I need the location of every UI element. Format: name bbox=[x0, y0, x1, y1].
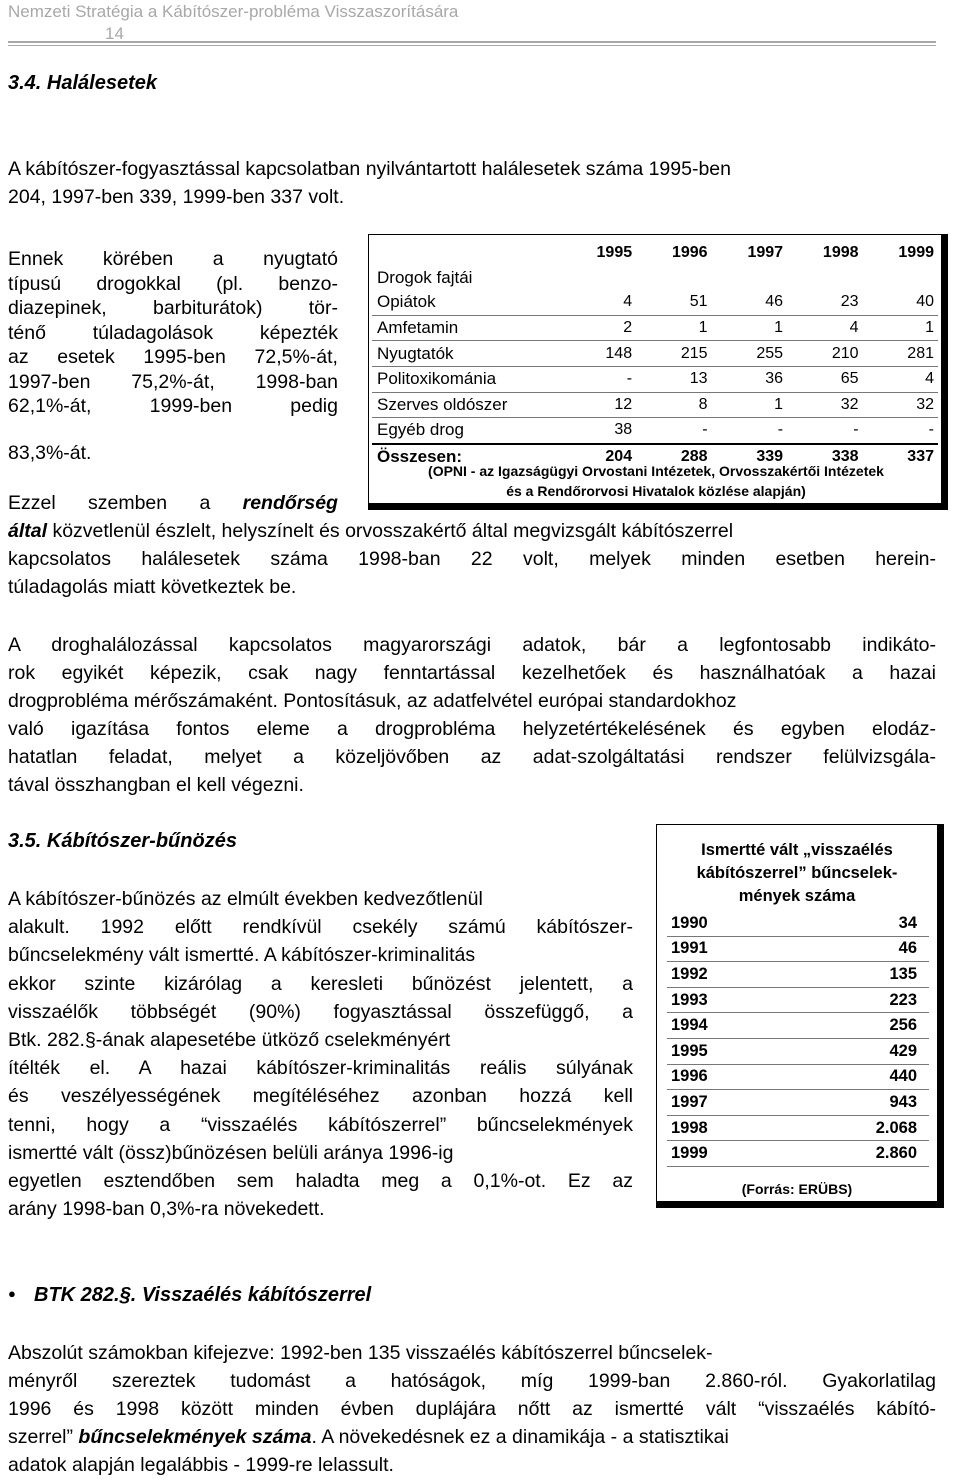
year-cell: 1999 bbox=[667, 1141, 765, 1167]
paragraph-line bbox=[8, 971, 633, 999]
table-row bbox=[667, 936, 929, 962]
value-cell: 46 bbox=[765, 936, 929, 962]
paragraph-line bbox=[8, 716, 936, 744]
header-title: Nemzeti Stratégia a Kábítószer-probléma Visszaszorítására bbox=[8, 2, 459, 21]
header-rule-thin bbox=[8, 45, 936, 46]
paragraph-line bbox=[8, 886, 633, 914]
table-cell: 255 bbox=[712, 341, 787, 367]
emphasis-text: rendőrség bbox=[242, 492, 338, 514]
table-cell: 215 bbox=[636, 341, 711, 367]
table-cell: 337 bbox=[863, 444, 938, 470]
table-cell: 13 bbox=[636, 366, 711, 392]
paragraph-line bbox=[8, 744, 936, 772]
text: szemben bbox=[88, 492, 168, 514]
table-source-note bbox=[369, 461, 943, 501]
row-label: Szerves oldószer bbox=[372, 392, 561, 418]
paragraph-line bbox=[8, 1140, 633, 1168]
table-row bbox=[667, 1141, 929, 1167]
paragraph-line bbox=[8, 1027, 633, 1055]
word: 62,1%-át, bbox=[8, 395, 92, 417]
paragraph-line bbox=[8, 999, 633, 1027]
table-cell: 1 bbox=[636, 315, 711, 341]
paragraph-line bbox=[8, 546, 936, 574]
text: ismertté vált (össz)bűnözésen belüli aránya 1996-ig bbox=[8, 1141, 454, 1164]
section-heading-3-5: 3.5. Kábítószer-bűnözés bbox=[8, 830, 237, 852]
value-cell: 943 bbox=[765, 1090, 929, 1116]
value-cell: 440 bbox=[765, 1064, 929, 1090]
value-cell: 135 bbox=[765, 962, 929, 988]
table-cell: 148 bbox=[561, 341, 636, 367]
text: alakult. 1992 előtt rendkívül csekély számú kábítószer- bbox=[8, 916, 633, 939]
table-cell: 1 bbox=[712, 392, 787, 418]
year-cell: 1997 bbox=[667, 1090, 765, 1116]
table-cell: 32 bbox=[863, 392, 938, 418]
column-label: Drogok fajtái bbox=[377, 267, 473, 287]
table-cell: 204 bbox=[561, 444, 636, 470]
table-drug-deaths bbox=[368, 234, 942, 504]
table-cell: 32 bbox=[787, 392, 862, 418]
year-header: 1999 bbox=[898, 244, 934, 262]
word: 75,2%-át, bbox=[131, 370, 215, 393]
paragraph-line bbox=[8, 914, 633, 942]
word: (pl. bbox=[216, 272, 244, 295]
table-source: (Forrás: ERÜBS) bbox=[741, 1181, 853, 1197]
emphasis-text: bűncselekmények száma bbox=[78, 1426, 312, 1448]
text: rok egyikét képezik, csak nagy fenntartással kezelhetőek és használhatóak a hazai bbox=[8, 662, 936, 684]
table-row bbox=[372, 418, 938, 444]
paragraph-line bbox=[8, 1368, 936, 1396]
row-label: Egyéb drog bbox=[372, 418, 561, 444]
text: szerrel” bbox=[8, 1426, 79, 1448]
word: 1995-ben bbox=[143, 346, 226, 368]
table-cell: 4 bbox=[787, 315, 862, 341]
text: ményről szereztek tudomást a hatóságok, míg 1999-ban 2.860-ról. Gyakorlatilag bbox=[8, 1370, 936, 1392]
page-number: 14 bbox=[105, 24, 124, 43]
note-line: és a Rendőrorvosi Hivatalok közlése alapján) bbox=[506, 483, 806, 499]
paragraph-line bbox=[8, 632, 936, 660]
row-label: Összesen: bbox=[372, 444, 561, 470]
paragraph-line: túladagolás miatt következtek be. bbox=[8, 576, 297, 598]
year-header: 1995 bbox=[596, 244, 633, 262]
table-row bbox=[667, 1013, 929, 1039]
word: 1999-ben bbox=[149, 395, 233, 417]
table-cell: 281 bbox=[863, 341, 938, 367]
text: ítélték el. A hazai kábítószer-kriminalitás reális súlyának bbox=[8, 1057, 633, 1080]
word: 1998-ban bbox=[255, 370, 338, 393]
table-corner bbox=[372, 241, 561, 266]
row-label: Nyugtatók bbox=[372, 341, 561, 367]
row-label: Amfetamin bbox=[372, 315, 561, 341]
table-row bbox=[667, 1115, 929, 1141]
table-cell: - bbox=[787, 418, 862, 444]
text: közvetlenül észlelt, helyszínelt és orvosszakértő által megvizsgált kábítószerrel bbox=[47, 520, 734, 542]
text: A droghalálozással kapcsolatos magyarországi adatok, bár a legfontosabb indikáto- bbox=[8, 634, 936, 656]
text: A kábítószer-bűnözés az elmúlt években kedvezőtlenül bbox=[8, 888, 483, 910]
paragraph-line bbox=[8, 1340, 936, 1368]
title-line: mények száma bbox=[738, 887, 856, 905]
paragraph-line bbox=[8, 1055, 633, 1083]
text: Abszolút számokban kifejezve: 1992-ben 135 visszaélés kábítószerrel bűncselek- bbox=[8, 1342, 713, 1364]
table-row bbox=[667, 1064, 929, 1090]
table-row bbox=[667, 987, 929, 1013]
section-heading-btk: BTK 282.§. Visszaélés kábítószerrel bbox=[34, 1284, 372, 1306]
word: a bbox=[212, 248, 224, 270]
value-cell: 2.068 bbox=[765, 1115, 929, 1141]
table-cell: 339 bbox=[712, 444, 787, 470]
row-label: Opiátok bbox=[372, 290, 561, 315]
word: diazepinek, bbox=[8, 297, 107, 319]
header-rule bbox=[8, 41, 936, 43]
table-offences-shadow bbox=[656, 824, 944, 1208]
paragraph-line bbox=[8, 1168, 633, 1196]
table-cell: - bbox=[863, 418, 938, 444]
paragraph-line bbox=[8, 942, 633, 970]
table-row bbox=[372, 290, 938, 315]
paragraph-line bbox=[8, 688, 936, 716]
paragraph-line bbox=[8, 295, 338, 323]
table-cell: - bbox=[561, 366, 636, 392]
paragraph-line bbox=[8, 518, 936, 546]
table-header-row bbox=[372, 241, 938, 266]
text: ekkor szinte kizárólag a keresleti bűnözést jelentett, a bbox=[8, 972, 633, 995]
table-cell: 46 bbox=[712, 290, 787, 315]
word: benzo- bbox=[278, 272, 338, 295]
paragraph-line: adatok alapján legalábbis - 1999-re lelassult. bbox=[8, 1454, 394, 1476]
emphasis-text: által bbox=[8, 520, 48, 542]
table-cell bbox=[561, 266, 636, 291]
text: drogprobléma mérőszámaként. Pontosításuk, az adatfelvétel európai standardokhoz bbox=[8, 690, 737, 712]
word: barbiturátok) bbox=[152, 297, 263, 319]
text: 1996 és 1998 között minden évben duplájára nőtt az ismertté vált “visszaélés kábító- bbox=[8, 1398, 936, 1420]
word: körében bbox=[102, 248, 174, 270]
text: Ezzel bbox=[8, 492, 56, 514]
table-cell: 23 bbox=[787, 290, 862, 315]
paragraph-line bbox=[8, 1112, 633, 1140]
word: nyugtató bbox=[263, 248, 338, 270]
text: egyetlen esztendőben sem haladta meg a 0,1%-ot. Ez az bbox=[8, 1170, 633, 1192]
paragraph-line: tával összhangban el kell végezni. bbox=[8, 774, 304, 796]
paragraph-line bbox=[8, 660, 936, 688]
text: tenni, hogy a “visszaélés kábítószerrel” bűncselekmények bbox=[8, 1113, 633, 1136]
table-cell: 288 bbox=[636, 444, 711, 470]
paragraph-line bbox=[8, 490, 338, 518]
table-cell bbox=[636, 266, 711, 291]
paragraph-line bbox=[8, 369, 338, 397]
word: az bbox=[8, 346, 29, 368]
data-table bbox=[372, 241, 938, 469]
paragraph-line: 204, 1997-ben 339, 1999-ben 337 volt. bbox=[8, 186, 345, 208]
bullet-icon: ● bbox=[8, 1286, 16, 1301]
table-cell bbox=[787, 266, 862, 291]
value-cell: 34 bbox=[765, 911, 929, 936]
table-cell: 38 bbox=[561, 418, 636, 444]
table-cell: 2 bbox=[561, 315, 636, 341]
table-cell bbox=[863, 266, 938, 291]
text: visszaélők többségét (90%) fogyasztással összefüggő, a bbox=[8, 1000, 633, 1023]
paragraph-line bbox=[8, 320, 338, 348]
paragraph-line bbox=[8, 1083, 633, 1111]
table-drug-deaths-shadow bbox=[368, 234, 948, 510]
text: való igazítása fontos eleme a drogprobléma helyzetértékelésének és egyben elodáz- bbox=[8, 718, 936, 740]
paragraph-line bbox=[8, 344, 338, 372]
table-cell: - bbox=[636, 418, 711, 444]
year-cell: 1992 bbox=[667, 962, 765, 988]
year-header: 1997 bbox=[747, 244, 784, 262]
text: A kábítószer-fogyasztással kapcsolatban nyilvántartott halálesetek száma 1995-ben bbox=[8, 158, 731, 180]
table-cell: 65 bbox=[787, 366, 862, 392]
word: típusú bbox=[8, 272, 62, 295]
word: drogokkal bbox=[96, 272, 181, 295]
table-cell: 210 bbox=[787, 341, 862, 367]
table-row bbox=[667, 1090, 929, 1116]
year-header: 1998 bbox=[822, 244, 859, 262]
table-row bbox=[372, 366, 938, 392]
data-table bbox=[667, 911, 929, 1167]
table-cell: 51 bbox=[636, 290, 711, 315]
year-cell: 1991 bbox=[667, 936, 765, 962]
table-title bbox=[657, 839, 937, 908]
word: Ennek bbox=[8, 248, 64, 270]
paragraph-line: 83,3%-át. bbox=[8, 442, 92, 464]
paragraph-line bbox=[8, 1424, 729, 1452]
value-cell: 2.860 bbox=[765, 1141, 929, 1167]
paragraph-line: arány 1998-ban 0,3%-ra növekedett. bbox=[8, 1198, 325, 1220]
year-cell: 1990 bbox=[667, 911, 765, 936]
table-row bbox=[372, 392, 938, 418]
word: tör- bbox=[308, 297, 338, 319]
word: 1997-ben bbox=[8, 370, 91, 393]
table-cell: 4 bbox=[863, 366, 938, 392]
table-cell: 1 bbox=[712, 315, 787, 341]
table-cell: 338 bbox=[787, 444, 862, 470]
table-cell: 36 bbox=[712, 366, 787, 392]
table-cell: 40 bbox=[863, 290, 938, 315]
year-cell: 1993 bbox=[667, 987, 765, 1013]
table-cell: 12 bbox=[561, 392, 636, 418]
year-cell: 1994 bbox=[667, 1013, 765, 1039]
year-cell: 1996 bbox=[667, 1064, 765, 1090]
note-line: (OPNI - az Igazságügyi Orvostani Intézetek, Orvosszakértői Intézetek bbox=[428, 463, 884, 479]
table-cell: 1 bbox=[863, 315, 938, 341]
table-row bbox=[372, 341, 938, 367]
year-header: 1996 bbox=[671, 244, 708, 262]
row-label: Politoxikománia bbox=[372, 366, 561, 392]
title-line: Ismertté vált „visszaélés bbox=[701, 841, 893, 859]
text: . A növekedésnek ez a dinamikája - a statisztikai bbox=[311, 1426, 729, 1448]
word: 72,5%-át, bbox=[254, 346, 338, 368]
paragraph-line bbox=[8, 156, 936, 184]
paragraph-line bbox=[8, 1396, 936, 1424]
title-line: kábítószerrel” bűncselek- bbox=[696, 864, 898, 882]
word: képezték bbox=[259, 321, 338, 344]
value-cell: 223 bbox=[765, 987, 929, 1013]
text: a bbox=[199, 492, 211, 514]
table-row bbox=[667, 1038, 929, 1064]
table-offences bbox=[656, 824, 938, 1202]
section-heading-3-4: 3.4. Halálesetek bbox=[8, 72, 157, 94]
paragraph-line bbox=[8, 246, 338, 274]
value-cell: 429 bbox=[765, 1038, 929, 1064]
text: kapcsolatos halálesetek száma 1998-ban 22 volt, melyek minden esetben herein- bbox=[8, 548, 936, 570]
table-cell bbox=[712, 266, 787, 291]
year-cell: 1995 bbox=[667, 1038, 765, 1064]
year-cell: 1998 bbox=[667, 1115, 765, 1141]
table-row bbox=[667, 911, 929, 936]
text: és veszélyességének megítéléséhez azonban hozzá kell bbox=[8, 1085, 633, 1108]
text: bűncselekmény vált ismertté. A kábítószer-kriminalitás bbox=[8, 944, 476, 967]
word: pedig bbox=[290, 395, 338, 417]
word: túladagolások bbox=[92, 321, 214, 344]
paragraph-line bbox=[8, 271, 338, 299]
table-cell: 4 bbox=[561, 290, 636, 315]
table-row bbox=[372, 266, 938, 291]
table-row bbox=[667, 962, 929, 988]
text: hatatlan feladat, melyet a közeljövőben az adat-szolgáltatási rendszer felülvizsgála- bbox=[8, 746, 936, 768]
text: Btk. 282.§-ának alapesetébe ütköző cselekményért bbox=[8, 1029, 451, 1051]
word: esetek bbox=[57, 346, 115, 368]
table-cell: 8 bbox=[636, 392, 711, 418]
value-cell: 256 bbox=[765, 1013, 929, 1039]
table-cell: - bbox=[712, 418, 787, 444]
word: ténő bbox=[8, 321, 46, 344]
table-row bbox=[372, 315, 938, 341]
paragraph-line bbox=[8, 393, 338, 421]
